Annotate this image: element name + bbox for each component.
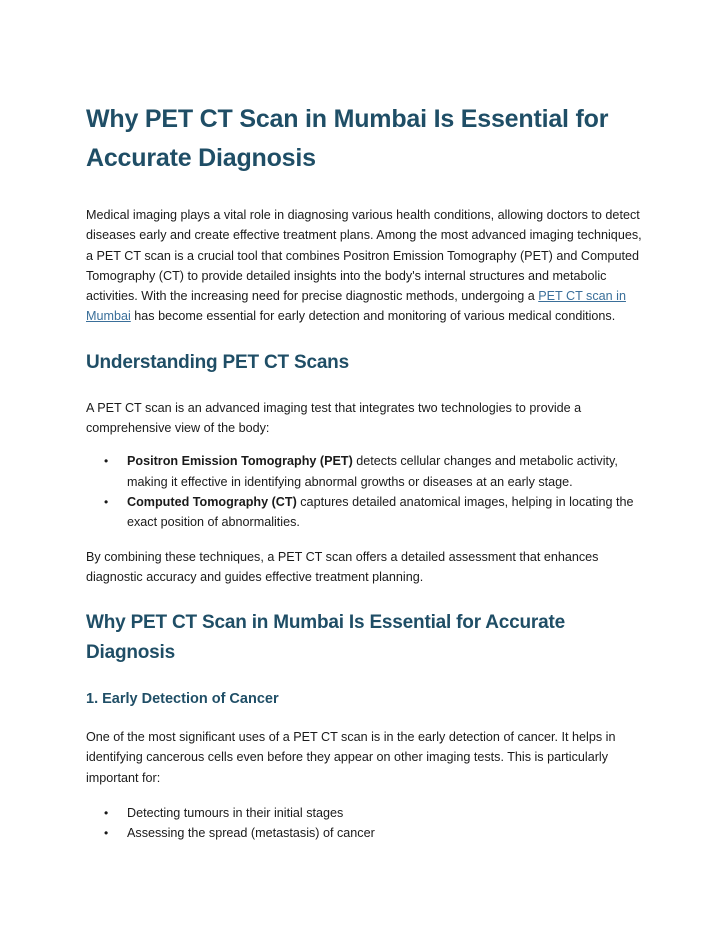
bullet-icon: • [104, 454, 109, 469]
pet-ct-scan-mumbai-link[interactable]: PET CT scan in Mumbai [86, 289, 626, 324]
technology-list [86, 451, 646, 532]
early-detection-paragraph: One of the most significant uses of a PET CT scan is in the early detection of cancer. It helps in identifying cancerous cells even before they appear on other imaging tests. This is particularly important for: [86, 730, 616, 785]
list-item [86, 823, 646, 843]
intro-text-after-link: has become essential for early detection and monitoring of various medical conditions. [130, 309, 616, 324]
subsection-heading-early-detection: 1. Early Detection of Cancer [86, 691, 279, 708]
combining-paragraph: By combining these techniques, a PET CT scan offers a detailed assessment that enhances diagnostic accuracy and guides effective treatment planning. [86, 549, 599, 584]
bullet-icon: • [104, 494, 109, 509]
list-item-text: Assessing the spread (metastasis) of cancer [127, 826, 375, 841]
list-item [86, 492, 646, 533]
section-heading-understanding: Understanding PET CT Scans [86, 351, 349, 373]
bullet-icon: • [104, 826, 109, 841]
section-heading-why: Why PET CT Scan in Mumbai Is Essential for Accurate Diagnosis [86, 612, 565, 664]
list-item [86, 803, 646, 823]
page-title: Why PET CT Scan in Mumbai Is Essential for Accurate Diagnosis [86, 105, 609, 172]
understanding-paragraph: A PET CT scan is an advanced imaging test that integrates two technologies to provide a comprehensive view of the body: [86, 400, 582, 436]
list-item [86, 451, 646, 492]
list-item-term: Positron Emission Tomography (PET) [127, 454, 353, 469]
list-item-text: Detecting tumours in their initial stages [127, 806, 344, 821]
list-item-term: Computed Tomography (CT) [127, 494, 297, 509]
document-page [86, 100, 646, 844]
list-item-description: detects cellular changes and metabolic activity, making it effective in identifying abnormal growths or diseases at an early stage. [127, 454, 618, 489]
intro-paragraph [86, 205, 646, 327]
bullet-icon: • [104, 806, 109, 821]
early-detection-list [86, 803, 646, 844]
list-item-description: captures detailed anatomical images, helping in locating the exact position of abnormalities. [127, 494, 634, 530]
intro-text-before-link: Medical imaging plays a vital role in diagnosing various health conditions, allowing doctors to detect diseases early and create effective treatment plans. Among the most advanced imaging techniques, a PET CT scan is a crucial tool that combines Positron Emission Tomography (PET) and Computed Tomography (CT) to provide detailed insights into the body's internal structures and metabolic activities. With the increasing need for precise diagnostic methods, undergoing a [86, 208, 642, 304]
